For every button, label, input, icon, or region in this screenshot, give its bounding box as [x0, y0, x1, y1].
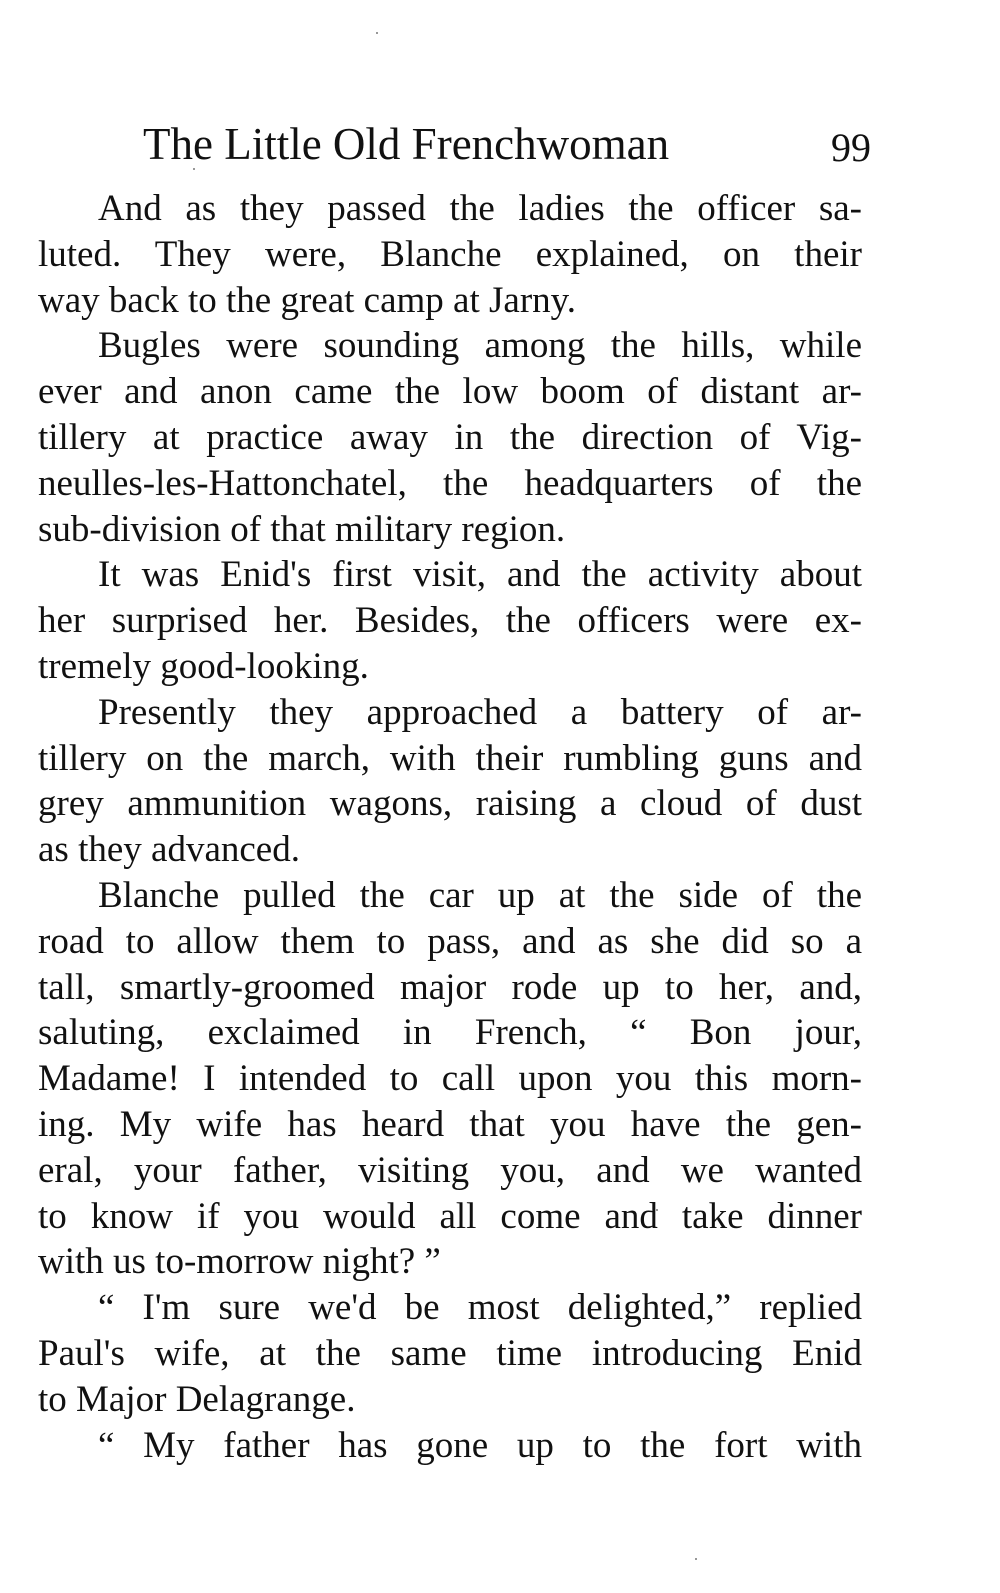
text-line: tall, smartly-groomed major rode up to her, and, [38, 966, 862, 1008]
text-line: Madame! I intended to call upon you this morn- [38, 1058, 862, 1100]
text-line: “ I'm sure we'd be most delighted,” replied [98, 1287, 862, 1329]
text-line: “ My father has gone up to the fort with [98, 1424, 862, 1466]
text-line: to Major Delagrange. [38, 1378, 356, 1420]
text-line: Blanche pulled the car up at the side of the [98, 874, 862, 916]
text-line: Paul's wife, at the same time introducing Enid [38, 1332, 862, 1374]
text-line: ing. My wife has heard that you have the gen- [38, 1103, 862, 1145]
text-line: her surprised her. Besides, the officers were ex- [38, 600, 862, 642]
text-line: And as they passed the ladies the officer sa- [98, 188, 862, 229]
text-line: ever and anon came the low boom of distant ar- [38, 371, 862, 413]
scan-speck [376, 32, 378, 34]
text-line: luted. They were, Blanche explained, on their [38, 233, 862, 275]
text-line: grey ammunition wagons, raising a cloud of dust [38, 783, 862, 825]
text-line: tillery at practice away in the direction of Vig- [38, 416, 862, 458]
text-line: Bugles were sounding among the hills, while [98, 325, 862, 367]
text-line: neulles-les-Hattonchatel, the headquarters of the [38, 462, 862, 504]
scan-speck [695, 1558, 697, 1560]
page-number: 99 [831, 125, 871, 170]
text-line: with us to-morrow night? ” [38, 1241, 441, 1283]
running-head-title: The Little Old Frenchwoman [143, 119, 670, 169]
text-line: to know if you would all come and take dinner [38, 1195, 862, 1237]
text-line: It was Enid's first visit, and the activity about [98, 554, 862, 596]
text-line: saluting, exclaimed in French, “ Bon jour, [38, 1012, 862, 1054]
body-text [38, 186, 862, 1468]
text-line: eral, your father, visiting you, and we wanted [38, 1149, 862, 1191]
text-line: as they advanced. [38, 829, 300, 871]
text-line: tillery on the march, with their rumbling guns and [38, 737, 862, 779]
text-line: tremely good-looking. [38, 645, 369, 687]
text-line: way back to the great camp at Jarny. [38, 279, 576, 321]
text-line: sub-division of that military region. [38, 508, 566, 550]
text-line: Presently they approached a battery of ar- [98, 691, 862, 733]
text-line: road to allow them to pass, and as she did so a [38, 920, 862, 962]
running-header [143, 116, 871, 172]
